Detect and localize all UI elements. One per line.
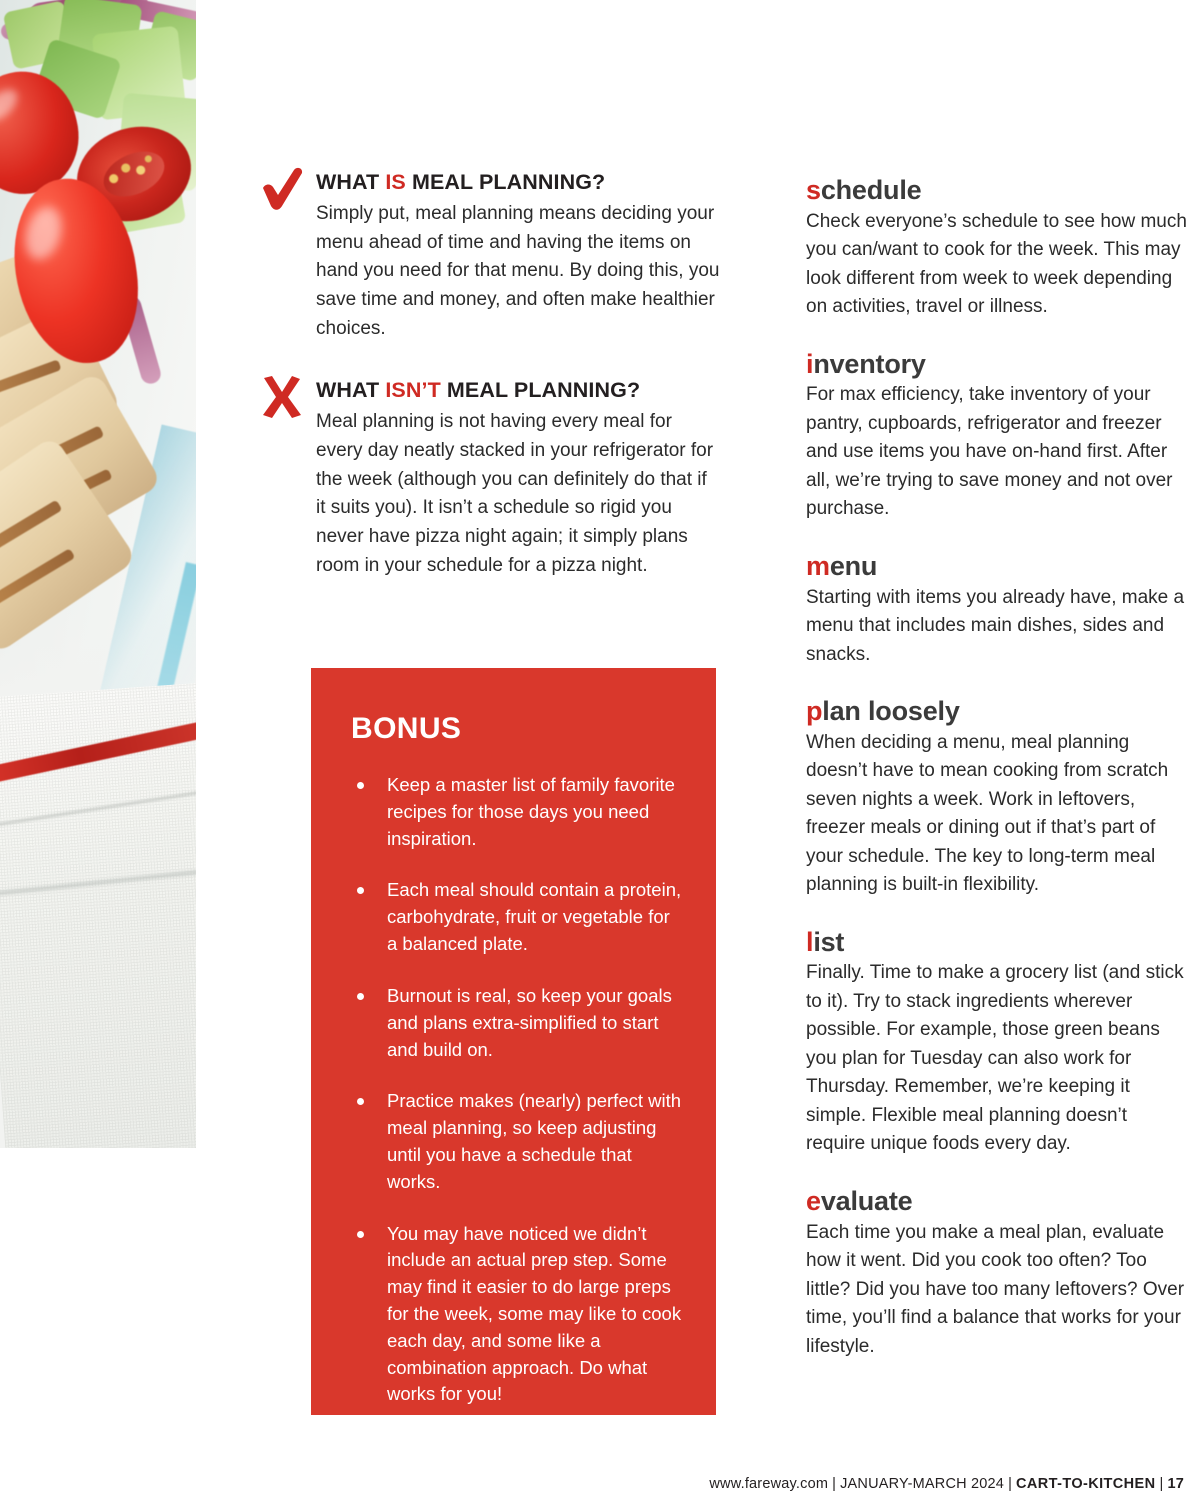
list-item [351, 1088, 682, 1195]
what-isnt-meal-planning-block [258, 378, 720, 581]
what-is-meal-planning-block [258, 170, 720, 344]
bonus-title: BONUS [351, 712, 462, 745]
page-number: 17 [1167, 1476, 1184, 1492]
heading-first-letter: e [806, 1185, 821, 1216]
section-heading [806, 176, 1188, 206]
check-icon [258, 166, 306, 214]
block-body: Simply put, meal planning means deciding your menu ahead of time and having the items on hand you need for that menu. By doing this, you save time and money, and often make healthier choices. [316, 202, 720, 340]
heading-first-letter: p [806, 696, 823, 727]
heading-rest: nventory [813, 348, 926, 379]
section-heading [806, 350, 1188, 380]
heading-rest: ist [813, 926, 845, 957]
list-item [351, 983, 682, 1063]
list-item [351, 1221, 682, 1409]
section-menu [806, 552, 1188, 669]
section-plan-loosely [806, 697, 1188, 900]
left-text-column [258, 170, 720, 615]
food-photo [0, 0, 196, 1148]
list-item-text: Burnout is real, so keep your goals and plans extra-simplified to start and build on. [387, 984, 672, 1060]
bullet-icon [357, 993, 364, 1000]
heading-post: MEAL PLANNING? [405, 170, 606, 194]
section-inventory [806, 350, 1188, 524]
footer-website: www.fareway.com [709, 1476, 829, 1492]
footer-separator: | [1008, 1476, 1013, 1492]
block-heading [316, 378, 720, 403]
heading-post: MEAL PLANNING? [440, 378, 641, 403]
section-schedule [806, 176, 1188, 322]
section-body: Each time you make a meal plan, evaluate how it went. Did you cook too often? Too little? Did you have too many leftovers? Over time, you’ll find a balance that works for your lifestyle. [806, 1221, 1185, 1357]
section-heading [806, 552, 1188, 582]
footer-separator: | [832, 1476, 837, 1492]
section-heading [806, 928, 1188, 958]
list-item-text: Each meal should contain a protein, carbohydrate, fruit or vegetable for a balanced plate. [387, 879, 682, 955]
heading-rest: chedule [820, 175, 922, 205]
heading-emphasis: ISN’T [385, 378, 441, 403]
section-evaluate [806, 1187, 1188, 1361]
heading-first-letter: i [806, 348, 814, 379]
list-item-text: Practice makes (nearly) perfect with meal planning, so keep adjusting until you have a schedule that works. [387, 1090, 682, 1192]
heading-first-letter: m [806, 550, 830, 581]
heading-rest: enu [829, 550, 878, 581]
bonus-list [351, 772, 682, 1408]
right-text-column [806, 176, 1188, 1389]
bullet-icon [357, 1098, 364, 1105]
heading-first-letter: s [806, 175, 821, 205]
section-body: For max efficiency, take inventory of your pantry, cupboards, refrigerator and freezer and use items you have on-hand first. After all, we’re trying to save money and not over purchase. [806, 384, 1173, 520]
section-body: When deciding a menu, meal planning doesn’t have to mean cooking from scratch seven nights a week. Work in leftovers, freezer meals or dining out if that’s part of your schedule. The key to long-term meal planning is built-in flexibility. [806, 731, 1169, 896]
block-heading [316, 170, 720, 195]
heading-pre: WHAT [316, 378, 386, 403]
heading-first-letter: l [806, 926, 814, 957]
block-body: Meal planning is not having every meal for every day neatly stacked in your refrigerator for the week (although you can definitely do that if it suits you). It isn’t a schedule so rigid you never have pizza night again; it simply plans room in your schedule for a pizza night. [316, 410, 714, 577]
footer-issue: JANUARY-MARCH 2024 [840, 1476, 1005, 1492]
section-heading [806, 1187, 1188, 1217]
heading-emphasis: IS [385, 170, 406, 194]
footer-publication: CART-TO-KITCHEN [1016, 1476, 1156, 1492]
section-body: Finally. Time to make a grocery list (and stick to it). Try to stack ingredients wherever possible. For example, those green beans you plan for Tuesday can also work for Thursday. Remember, we’re keeping it simple. Flexible meal planning doesn’t require unique foods every day. [806, 962, 1184, 1155]
section-body: Check everyone’s schedule to see how much you can/want to cook for the week. This may look different from week to week depending on activities, travel or illness. [806, 210, 1187, 318]
list-item [351, 772, 682, 852]
section-body: Starting with items you already have, make a menu that includes main dishes, sides and snacks. [806, 586, 1185, 665]
bullet-icon [357, 782, 364, 789]
x-icon [258, 374, 306, 422]
heading-rest: valuate [820, 1185, 913, 1216]
list-item-text: Keep a master list of family favorite recipes for those days you need inspiration. [387, 774, 675, 849]
footer-separator: | [1159, 1476, 1164, 1492]
heading-pre: WHAT [316, 170, 386, 194]
heading-rest: lan loosely [822, 696, 960, 727]
section-heading [806, 697, 1188, 727]
bonus-callout-box [311, 668, 716, 1415]
bullet-icon [357, 1231, 364, 1238]
list-item-text: You may have noticed we didn’t include an actual prep step. Some may find it easier to do large preps for the week, some may like to cook each day, and some like a combination approach. Do what works for you! [387, 1222, 682, 1405]
list-item [351, 877, 682, 957]
page-footer [709, 1476, 1184, 1492]
section-list [806, 928, 1188, 1159]
bullet-icon [357, 887, 364, 894]
